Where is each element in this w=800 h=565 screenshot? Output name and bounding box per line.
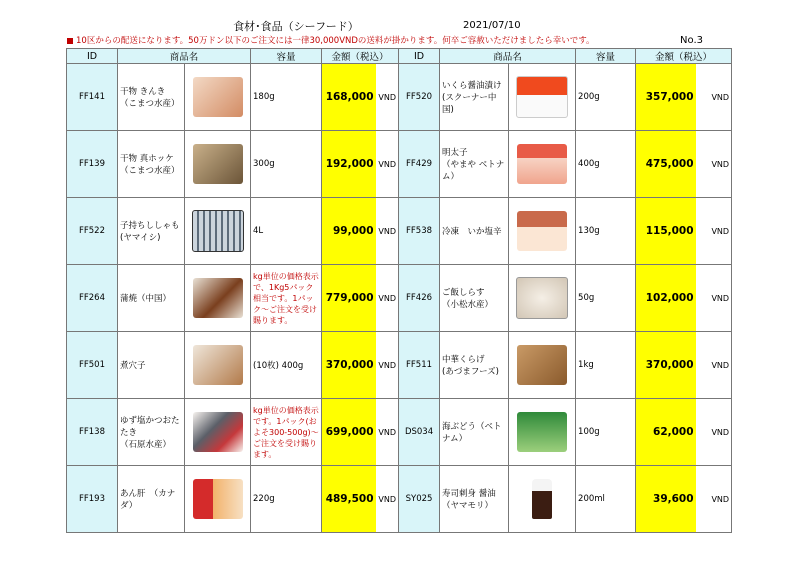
- col-name: 商品名: [440, 49, 576, 64]
- product-capacity: kg単位の価格表示です。1パック(およそ300-500g)～ご注文を受け賜ります。: [251, 399, 322, 466]
- product-image: [185, 64, 251, 131]
- currency-label: VND: [696, 198, 732, 265]
- col-price: 金額（税込）: [322, 49, 399, 64]
- kurage-icon: [517, 345, 567, 385]
- product-price: 62,000: [636, 399, 696, 466]
- product-name: 明太子 （やまや ベトナム）: [440, 131, 509, 198]
- mentaiko-icon: [517, 144, 567, 184]
- currency-label: VND: [376, 399, 399, 466]
- product-name: 冷凍 いか塩辛: [440, 198, 509, 265]
- product-image: [185, 265, 251, 332]
- product-table: [66, 48, 732, 533]
- product-price: 699,000: [322, 399, 376, 466]
- product-name: いくら醤油漬け (スクーナー中国): [440, 64, 509, 131]
- bullet-square-icon: [67, 38, 73, 44]
- product-image: [509, 265, 576, 332]
- product-name: 寿司刺身 醤油 （ヤマモリ）: [440, 466, 509, 533]
- product-price: 39,600: [636, 466, 696, 533]
- table-row: [67, 131, 732, 198]
- catalog-sheet: [66, 14, 731, 533]
- ikura-icon: [516, 76, 568, 118]
- product-id: FF264: [67, 265, 118, 332]
- table-row: [67, 332, 732, 399]
- col-price: 金額（税込）: [636, 49, 732, 64]
- product-price: 370,000: [636, 332, 696, 399]
- product-capacity: 220g: [251, 466, 322, 533]
- currency-label: VND: [376, 64, 399, 131]
- product-capacity: (10枚) 400g: [251, 332, 322, 399]
- product-id: FF429: [399, 131, 440, 198]
- product-capacity: 300g: [251, 131, 322, 198]
- product-image: [509, 399, 576, 466]
- product-name: 中華くらげ (あづまフーズ): [440, 332, 509, 399]
- table-row: [67, 399, 732, 466]
- product-image: [185, 131, 251, 198]
- product-capacity: kg単位の価格表示で、1Kg5パック相当です。1パック～ご注文を受け賜ります。: [251, 265, 322, 332]
- col-capacity: 容量: [251, 49, 322, 64]
- product-capacity: 1kg: [576, 332, 636, 399]
- product-price: 370,000: [322, 332, 376, 399]
- product-capacity: 100g: [576, 399, 636, 466]
- kabayaki-eel-icon: [193, 278, 243, 318]
- product-price: 475,000: [636, 131, 696, 198]
- product-id: FF522: [67, 198, 118, 265]
- currency-label: VND: [376, 131, 399, 198]
- product-image: [509, 198, 576, 265]
- currency-label: VND: [376, 466, 399, 533]
- product-image: [509, 131, 576, 198]
- ankimo-icon: [193, 479, 243, 519]
- product-name: ご飯しらす （小松水産）: [440, 265, 509, 332]
- product-id: DS034: [399, 399, 440, 466]
- page-title: 食材･食品（シーフード）: [233, 20, 359, 33]
- product-name: 海ぶどう（ベトナム）: [440, 399, 509, 466]
- anago-icon: [193, 345, 243, 385]
- currency-label: VND: [696, 265, 732, 332]
- product-name: 煮穴子: [118, 332, 185, 399]
- col-id: ID: [399, 49, 440, 64]
- product-name: ゆず塩かつおたたき （石原水産）: [118, 399, 185, 466]
- date-label: 2021/07/10: [463, 20, 521, 31]
- product-price: 102,000: [636, 265, 696, 332]
- product-name: あん肝 （カナダ）: [118, 466, 185, 533]
- product-capacity: 130g: [576, 198, 636, 265]
- product-id: SY025: [399, 466, 440, 533]
- product-capacity: 200ml: [576, 466, 636, 533]
- page-number: No.3: [680, 35, 703, 46]
- currency-label: VND: [696, 466, 732, 533]
- product-id: FF138: [67, 399, 118, 466]
- product-price: 168,000: [322, 64, 376, 131]
- product-capacity: 50g: [576, 265, 636, 332]
- product-image: [509, 466, 576, 533]
- product-price: 99,000: [322, 198, 376, 265]
- currency-label: VND: [696, 131, 732, 198]
- product-name: 蒲焼（中国）: [118, 265, 185, 332]
- currency-label: VND: [376, 332, 399, 399]
- product-capacity: 400g: [576, 131, 636, 198]
- product-image: [509, 332, 576, 399]
- currency-label: VND: [376, 265, 399, 332]
- currency-label: VND: [376, 198, 399, 265]
- product-image: [509, 64, 576, 131]
- product-id: FF511: [399, 332, 440, 399]
- product-price: 192,000: [322, 131, 376, 198]
- umibudo-icon: [517, 412, 567, 452]
- product-id: FF520: [399, 64, 440, 131]
- product-image: [185, 332, 251, 399]
- product-name: 子持ちししゃも (ヤマイシ): [118, 198, 185, 265]
- katsuo-tataki-icon: [193, 412, 243, 452]
- product-capacity: 4L: [251, 198, 322, 265]
- table-row: [67, 64, 732, 131]
- product-image: [185, 399, 251, 466]
- product-image: [185, 466, 251, 533]
- notice-text: 10区からの配送になります。50万ドン以下のご注文には一律30,000VNDの送料が掛かります。何卒ご容赦いただけましたら幸いです。: [76, 36, 595, 46]
- product-price: 357,000: [636, 64, 696, 131]
- kinki-fish-icon: [193, 77, 243, 117]
- col-id: ID: [67, 49, 118, 64]
- product-id: FF141: [67, 64, 118, 131]
- shishamo-icon: [192, 210, 244, 252]
- product-price: 115,000: [636, 198, 696, 265]
- product-id: FF426: [399, 265, 440, 332]
- currency-label: VND: [696, 332, 732, 399]
- currency-label: VND: [696, 64, 732, 131]
- soy-sauce-bottle-icon: [532, 479, 552, 519]
- col-name: 商品名: [118, 49, 251, 64]
- table-row: [67, 198, 732, 265]
- table-row: [67, 466, 732, 533]
- product-id: FF501: [67, 332, 118, 399]
- currency-label: VND: [696, 399, 732, 466]
- product-capacity: 180g: [251, 64, 322, 131]
- hokke-fish-icon: [193, 144, 243, 184]
- col-capacity: 容量: [576, 49, 636, 64]
- ika-shiokara-icon: [517, 211, 567, 251]
- table-row: [67, 265, 732, 332]
- product-name: 干物 きんき （こまつ水産）: [118, 64, 185, 131]
- product-id: FF139: [67, 131, 118, 198]
- product-image: [185, 198, 251, 265]
- product-name: 干物 真ホッケ （こまつ水産）: [118, 131, 185, 198]
- product-price: 489,500: [322, 466, 376, 533]
- shipping-notice: [66, 34, 731, 48]
- product-price: 779,000: [322, 265, 376, 332]
- table-header-row: [67, 49, 732, 64]
- product-id: FF193: [67, 466, 118, 533]
- product-capacity: 200g: [576, 64, 636, 131]
- shirasu-icon: [516, 277, 568, 319]
- product-id: FF538: [399, 198, 440, 265]
- title-bar: [66, 14, 731, 34]
